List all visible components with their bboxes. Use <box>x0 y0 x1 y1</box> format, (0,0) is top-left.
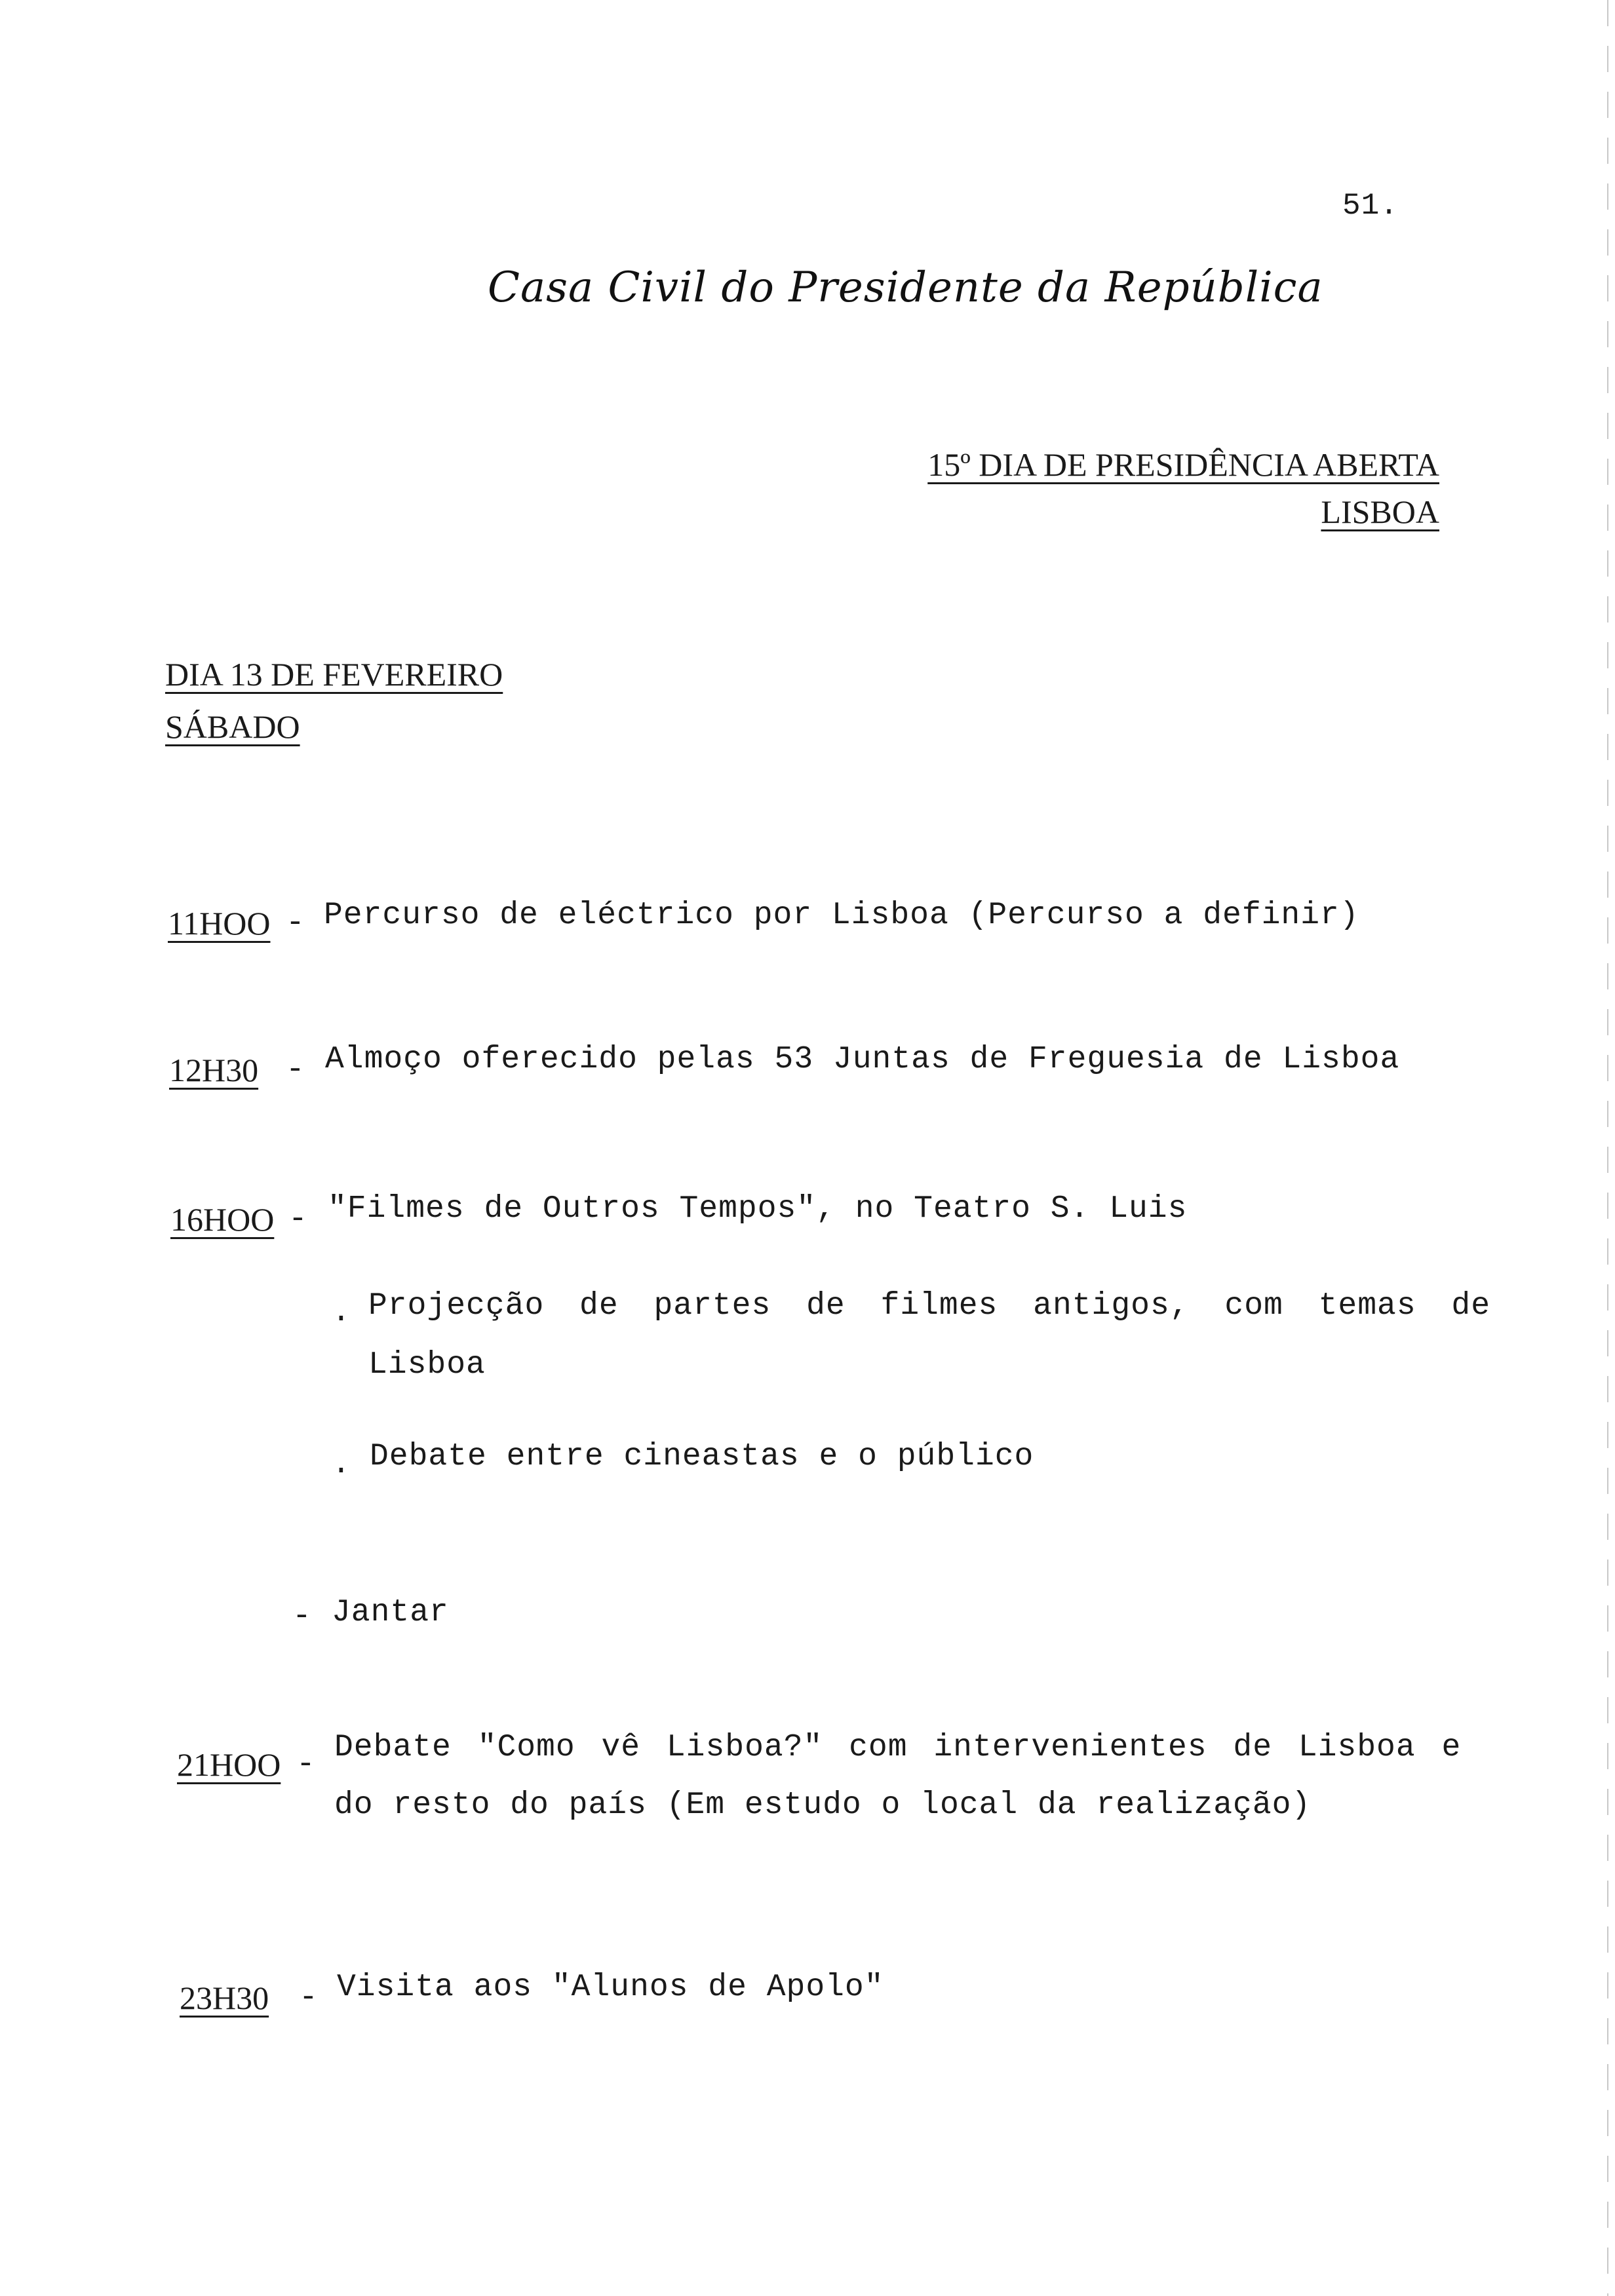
schedule-text: Almoço oferecido pelas 53 Juntas de Freguesia de Lisboa <box>325 1042 1400 1077</box>
date-day: DIA 13 DE FEVEREIRO <box>165 656 503 693</box>
page-number: 51. <box>1342 189 1399 223</box>
schedule-time: 12H30 <box>169 1052 259 1088</box>
sub-item-text: Debate entre cineastas e o público <box>370 1439 1034 1474</box>
schedule-text: Percurso de eléctrico por Lisboa (Percurso a definir) <box>324 898 1359 933</box>
schedule-dash: - <box>286 906 305 941</box>
schedule-time: 23H30 <box>180 1980 269 2016</box>
schedule-text: do resto do país (Em estudo o local da realização) <box>334 1788 1312 1823</box>
schedule-dash: - <box>286 1052 305 1088</box>
schedule-dash: - <box>288 1202 308 1237</box>
schedule-dash: - <box>292 1599 312 1634</box>
date-weekday: SÁBADO <box>165 708 300 745</box>
sub-item-bullet: . <box>332 1447 351 1482</box>
sub-item-bullet: . <box>332 1295 351 1330</box>
schedule-time: 21HOO <box>177 1746 281 1783</box>
schedule-dash: - <box>299 1980 319 2016</box>
schedule-text: Debate "Como vê Lisboa?" com intervenientes de Lisboa e <box>334 1730 1462 1765</box>
letterhead: Casa Civil do Presidente da República <box>488 263 1323 312</box>
schedule-text: "Filmes de Outros Tempos", no Teatro S. Luis <box>328 1191 1188 1227</box>
header-city: LISBOA <box>1321 493 1439 530</box>
schedule-time: 16HOO <box>170 1201 275 1238</box>
sub-item-text: Projecção de partes de filmes antigos, com temas de <box>368 1288 1491 1324</box>
sub-item-text: Lisboa <box>368 1347 486 1383</box>
schedule-text: Visita aos "Alunos de Apolo" <box>337 1970 884 2005</box>
header-title: 15º DIA DE PRESIDÊNCIA ABERTA <box>927 446 1439 483</box>
schedule-time: 11HOO <box>168 905 271 942</box>
schedule-text: Jantar <box>332 1595 449 1630</box>
schedule-dash: - <box>296 1747 316 1782</box>
scan-edge-line <box>1607 0 1608 2296</box>
